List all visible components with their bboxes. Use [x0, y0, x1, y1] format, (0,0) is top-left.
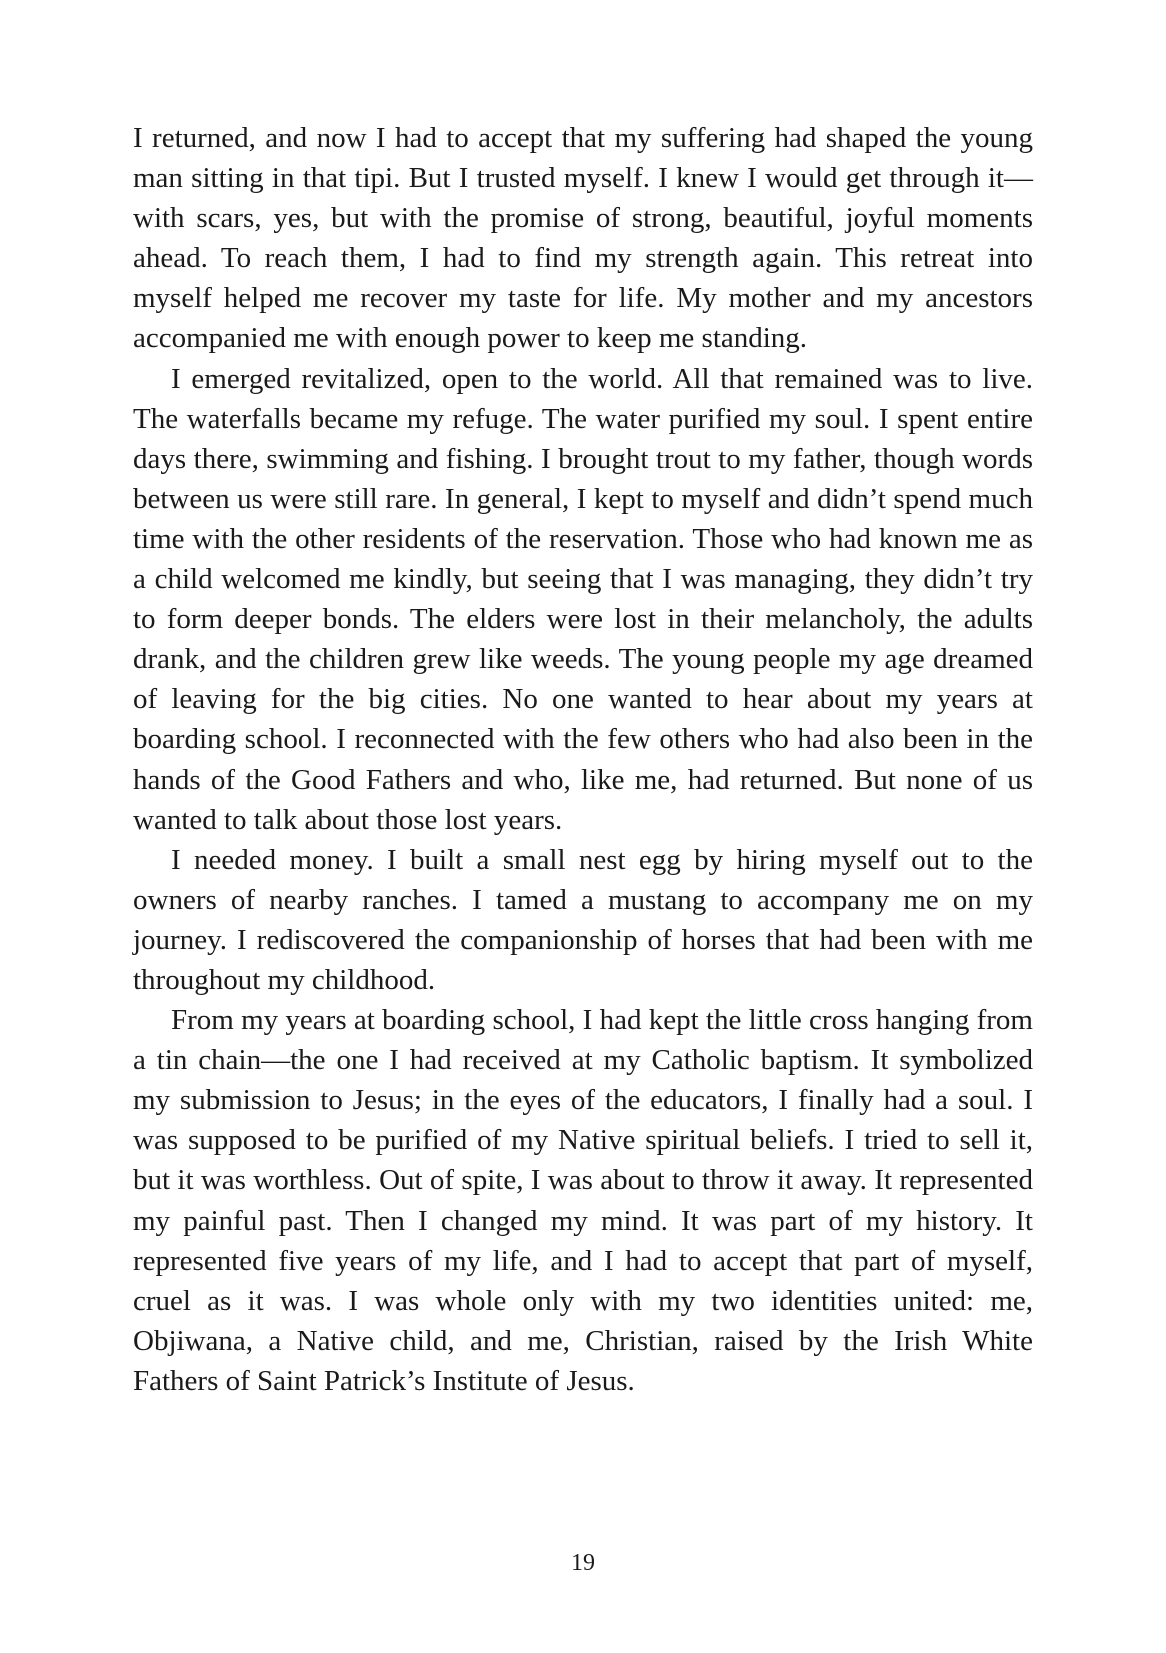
paragraph-2: I emerged revitalized, open to the world. All that remained was to live. The waterfalls became my refuge. The water purified my soul. I spent entire days there, swimming and fishing. I brought trout to my father, though words between us were still rare. In general, I kept to myself and didn’t spend much time with the other residents of the reservation. Those who had known me as a child welcomed me kindly, but seeing that I was managing, they didn’t try to form deeper bonds. The elders were lost in their melancholy, the adults drank, and the children grew like weeds. The young people my age dreamed of leaving for the big cities. No one wanted to hear about my years at boarding school. I reconnected with the few others who had also been in the hands of the Good Fathers and who, like me, had returned. But none of us wanted to talk about those lost years. [133, 362, 1033, 836]
paragraph-1: I returned, and now I had to accept that my suffering had shaped the young man sitting in that tipi. But I trusted myself. I knew I would get through it—with scars, yes, but with the promise of strong, beautiful, joyful moments ahead. To reach them, I had to find my strength again. This retreat into myself helped me recover my taste for life. My mother and my ancestors accompanied me with enough power to keep me standing. [133, 122, 1033, 355]
body-text [133, 118, 1033, 1401]
page-number: 19 [571, 1550, 595, 1576]
paragraph-3: I needed money. I built a small nest egg by hiring myself out to the owners of nearby ranches. I tamed a mustang to accompany me on my journey. I rediscovered the companionship of horses that had been with me throughout my childhood. [133, 843, 1033, 996]
paragraph-4: From my years at boarding school, I had kept the little cross hanging from a tin chain—the one I had received at my Catholic baptism. It symbolized my submission to Jesus; in the eyes of the educators, I finally had a soul. I was supposed to be purified of my Native spiritual beliefs. I tried to sell it, but it was worthless. Out of spite, I was about to throw it away. It represented my painful past. Then I changed my mind. It was part of my history. It represented five years of my life, and I had to accept that part of myself, cruel as it was. I was whole only with my two identities united: me, Objiwana, a Native child, and me, Christian, raised by the Irish White Fathers of Saint Patrick’s Institute of Jesus. [133, 1004, 1033, 1397]
